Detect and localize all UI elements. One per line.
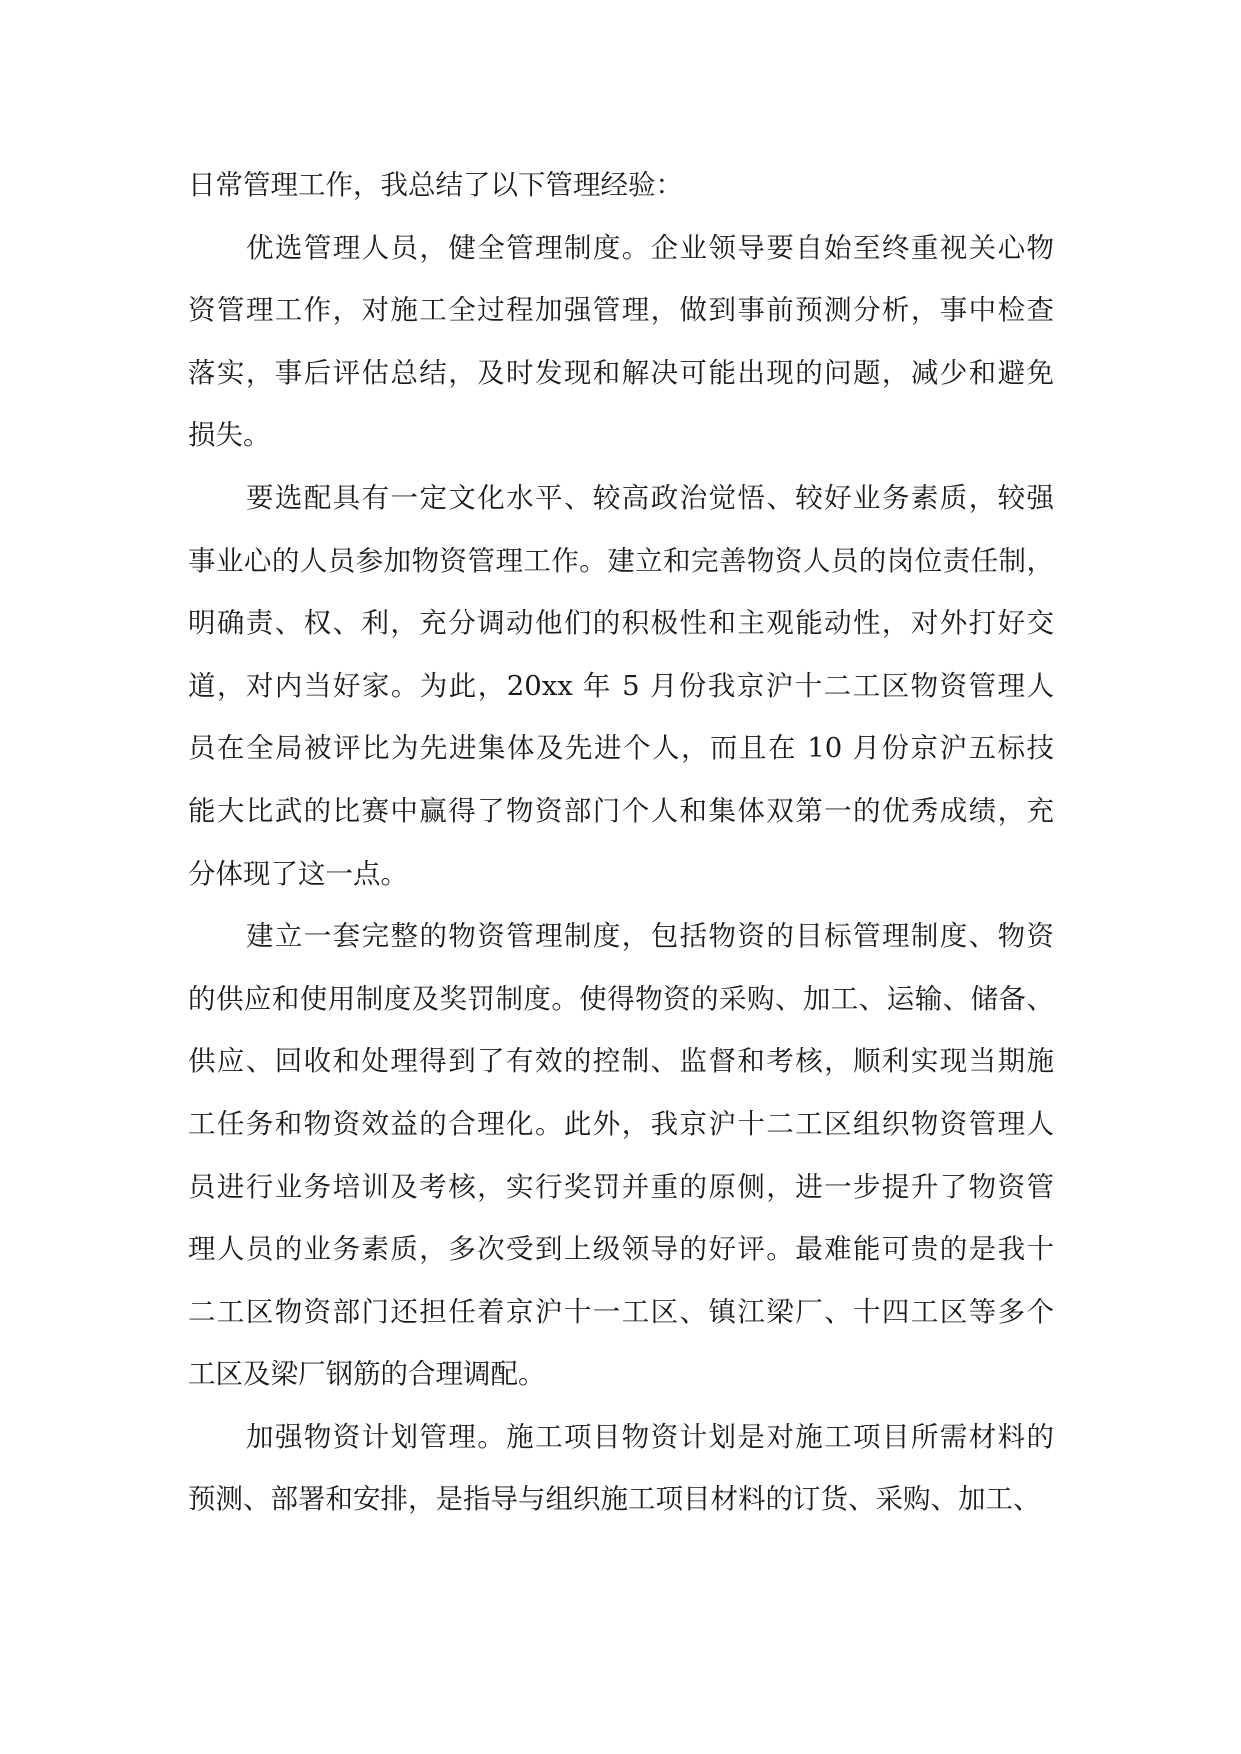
paragraph [188, 1406, 1054, 1531]
paragraph-line: 事业心的人员参加物资管理工作。建立和完善物资人员的岗位责任制， [188, 544, 1054, 577]
paragraph-line: 损失。 [188, 419, 271, 452]
paragraph-line: 明确责、权、利，充分调动他们的积极性和主观能动性，对外打好交 [188, 607, 1054, 640]
paragraph-line: 分体现了这一点。 [188, 857, 408, 890]
paragraph-line: 日常管理工作，我总结了以下管理经验： [188, 169, 683, 201]
paragraph-line: 优选管理人员，健全管理制度。企业领导要自始至终重视关心物 [246, 231, 1054, 264]
paragraph-line: 道，对内当好家。为此，20xx 年 5 月份我京沪十二工区物资管理人 [188, 669, 1054, 702]
paragraph-line: 理人员的业务素质，多次受到上级领导的好评。最难能可贵的是我十 [188, 1233, 1054, 1266]
document-body [188, 154, 1054, 1531]
paragraph-line: 加强物资计划管理。施工项目物资计划是对施工项目所需材料的 [246, 1420, 1054, 1453]
paragraph-line: 二工区物资部门还担任着京沪十一工区、镇江梁厂、十四工区等多个 [188, 1295, 1054, 1328]
paragraph-line: 工任务和物资效益的合理化。此外，我京沪十二工区组织物资管理人 [188, 1107, 1054, 1140]
paragraph-line: 能大比武的比赛中赢得了物资部门个人和集体双第一的优秀成绩，充 [188, 794, 1054, 827]
paragraph [188, 905, 1054, 1406]
paragraph-line: 供应、回收和处理得到了有效的控制、监督和考核，顺利实现当期施 [188, 1045, 1054, 1078]
paragraph-line: 预测、部署和安排，是指导与组织施工项目材料的订货、采购、加工、 [188, 1483, 1041, 1516]
paragraph [188, 154, 1054, 217]
paragraph [188, 467, 1054, 905]
paragraph-line: 员进行业务培训及考核，实行奖罚并重的原侧，进一步提升了物资管 [188, 1170, 1054, 1203]
paragraph-line: 建立一套完整的物资管理制度，包括物资的目标管理制度、物资 [246, 920, 1054, 953]
paragraph [188, 217, 1054, 467]
paragraph-line: 要选配具有一定文化水平、较高政治觉悟、较好业务素质，较强 [246, 481, 1054, 514]
paragraph-line: 工区及梁厂钢筋的合理调配。 [188, 1358, 546, 1391]
paragraph-line: 的供应和使用制度及奖罚制度。使得物资的采购、加工、运输、储备、 [188, 982, 1054, 1015]
paragraph-line: 资管理工作，对施工全过程加强管理，做到事前预测分析，事中检查 [188, 294, 1054, 327]
paragraph-line: 员在全局被评比为先进集体及先进个人，而且在 10 月份京沪五标技 [188, 732, 1054, 765]
paragraph-line: 落实，事后评估总结，及时发现和解决可能出现的问题，减少和避免 [188, 356, 1054, 389]
